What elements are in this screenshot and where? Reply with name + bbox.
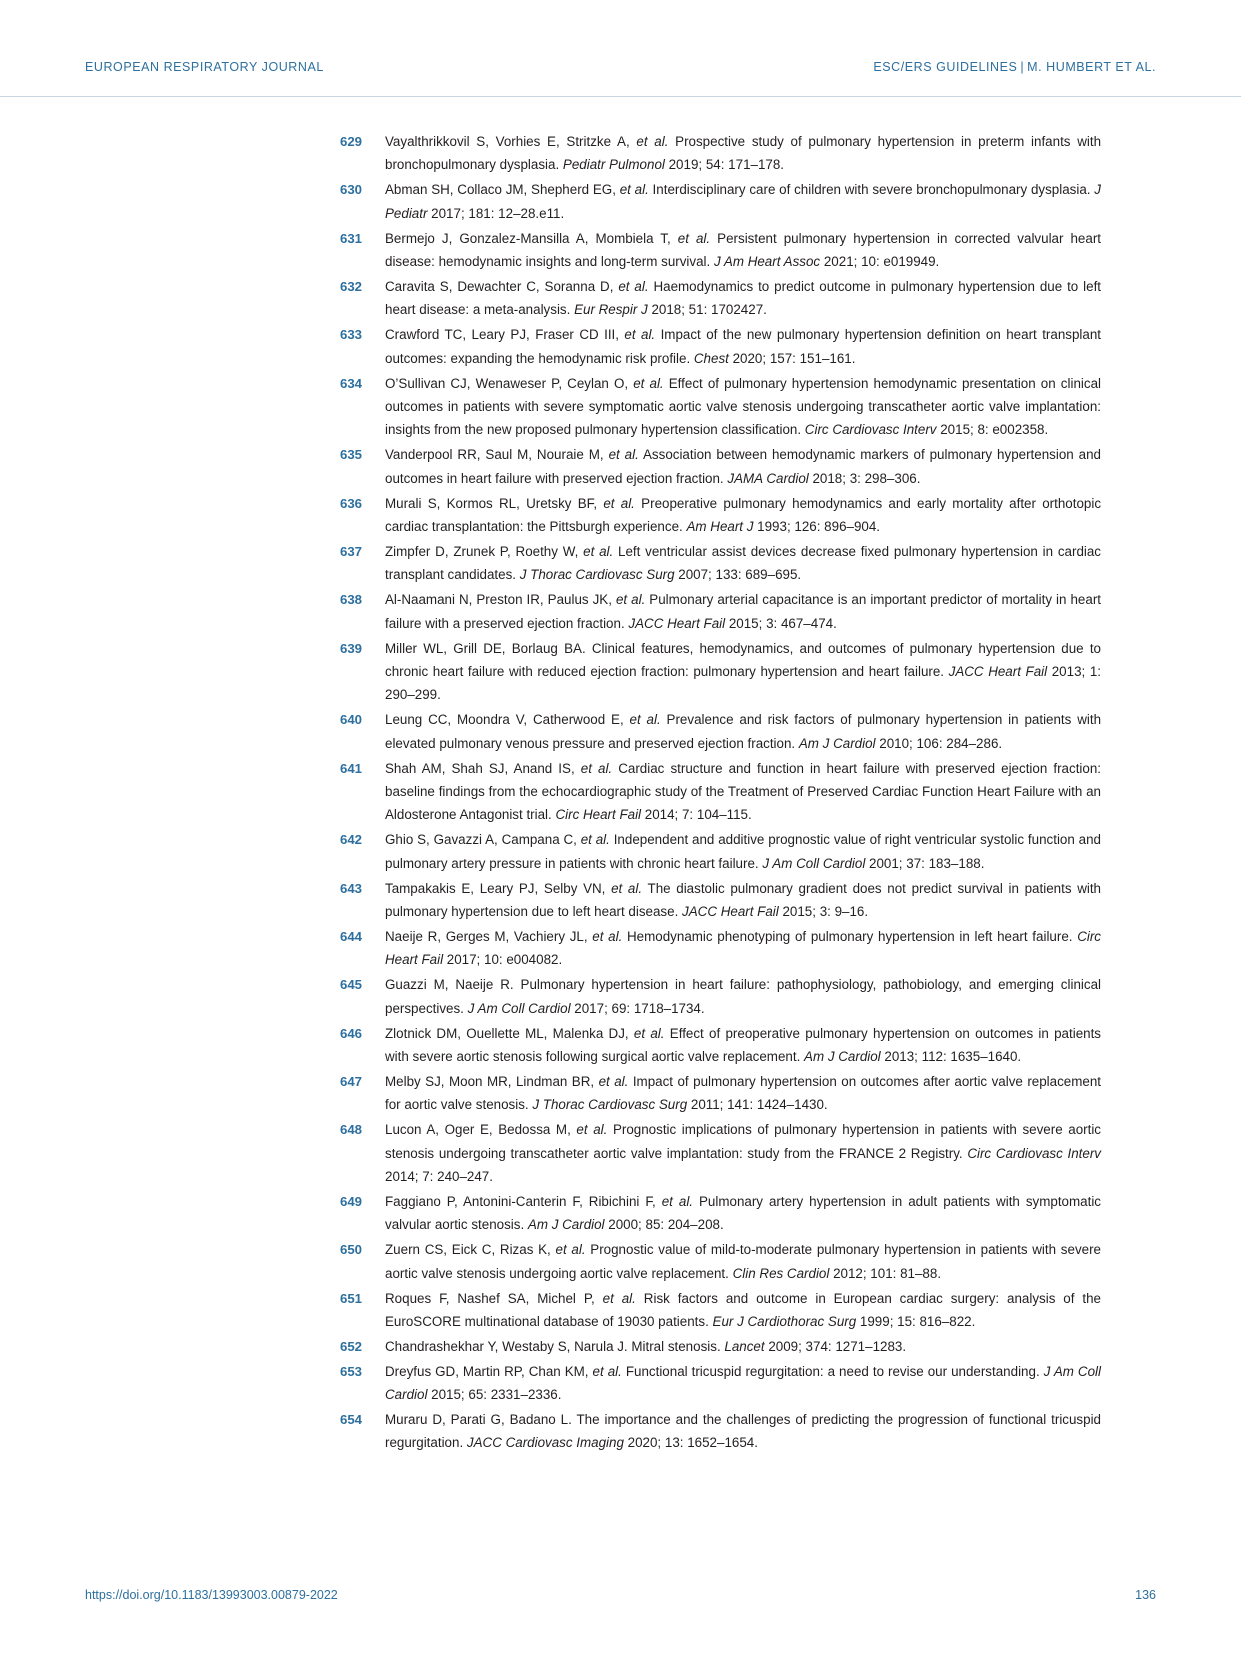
doi-link[interactable]: https://doi.org/10.1183/13993003.00879-2022 [85, 1588, 338, 1602]
reference-number: 654 [339, 1412, 362, 1428]
reference-text: Murali S, Kormos RL, Uretsky BF, et al. Preoperative pulmonary hemodynamics and early mortality after orthotopic cardiac transplantation: the Pittsburgh experience. Am Heart J 1993; 126: 896–904. [385, 495, 1102, 534]
reference-number: 636 [339, 495, 362, 511]
reference-number: 639 [339, 640, 362, 656]
reference-text: Tampakakis E, Leary PJ, Selby VN, et al. The diastolic pulmonary gradient does not predict survival in patients with pulmonary hypertension due to left heart disease. JACC Heart Fail 2015; 3: 9–16. [385, 880, 1102, 919]
reference-number: 644 [339, 928, 362, 944]
reference-item [318, 708, 1101, 755]
reference-text: Zimpfer D, Zrunek P, Roethy W, et al. Left ventricular assist devices decrease fixed pulmonary hypertension in cardiac transplant candidates. J Thorac Cardiovasc Surg 2007; 133: 689–695. [385, 543, 1102, 583]
reference-item [318, 492, 1101, 539]
reference-text: Caravita S, Dewachter C, Soranna D, et al. Haemodynamics to predict outcome in pulmonary hypertension due to left heart disease: a meta-analysis. Eur Respir J 2018; 51: 1702427. [385, 278, 1102, 318]
reference-number: 649 [339, 1193, 362, 1209]
reference-text: Crawford TC, Leary PJ, Fraser CD III, et al. Impact of the new pulmonary hypertension definition on heart transplant outcomes: expanding the hemodynamic risk profile. Chest 2020; 157: 151–161. [385, 327, 1101, 366]
reference-text: Leung CC, Moondra V, Catherwood E, et al. Prevalence and risk factors of pulmonary hypertension in patients with elevated pulmonary venous pressure and preserved ejection fraction. Am J Cardiol 2010; 106: 284–286. [385, 712, 1102, 751]
reference-text: Ghio S, Gavazzi A, Campana C, et al. Independent and additive prognostic value of right ventricular systolic function and pulmonary artery pressure in patients with chronic heart failure. J Am Coll Cardiol 2001; 37: 183–188. [385, 832, 1101, 871]
guidelines-label: ESC/ERS GUIDELINES [873, 60, 1018, 74]
header-divider [0, 96, 1241, 97]
reference-number: 638 [339, 592, 362, 608]
reference-text: Zuern CS, Eick C, Rizas K, et al. Prognostic value of mild-to-moderate pulmonary hypertension in patients with severe aortic valve stenosis undergoing aortic valve replacement. Clin Res Cardiol 2012; 101: 81–88. [385, 1242, 1101, 1281]
reference-item [318, 637, 1101, 707]
reference-text: Roques F, Nashef SA, Michel P, et al. Risk factors and outcome in European cardiac surgery: analysis of the EuroSCORE multinational database of 19030 patients. Eur J Cardiothorac Surg 1999; 15: 816–822. [385, 1290, 1102, 1329]
reference-number: 642 [339, 832, 362, 848]
reference-number: 632 [339, 278, 362, 294]
reference-text: Abman SH, Collaco JM, Shepherd EG, et al. Interdisciplinary care of children with severe bronchopulmonary dysplasia. J Pediatr 2017; 181: 12–28.e11. [385, 182, 1101, 221]
reference-number: 653 [339, 1363, 362, 1379]
reference-number: 645 [339, 977, 362, 993]
reference-number: 635 [339, 447, 362, 463]
reference-list [318, 130, 1101, 1456]
reference-number: 650 [339, 1242, 362, 1258]
authors-label: M. HUMBERT ET AL. [1027, 60, 1156, 74]
reference-number: 648 [339, 1122, 362, 1138]
reference-number: 634 [339, 375, 362, 391]
reference-number: 643 [339, 880, 362, 896]
reference-number: 651 [339, 1290, 362, 1306]
reference-number: 652 [339, 1338, 362, 1354]
reference-number: 631 [339, 230, 362, 246]
reference-text: Lucon A, Oger E, Bedossa M, et al. Prognostic implications of pulmonary hypertension in patients with severe aortic stenosis undergoing transcatheter aortic valve implantation: study from the FRANCE 2 Registry. Circ Cardiovasc Interv 2014; 7: 240–247. [385, 1122, 1102, 1184]
reference-number: 630 [339, 182, 362, 198]
reference-text: Guazzi M, Naeije R. Pulmonary hypertension in heart failure: pathophysiology, pathobiology, and emerging clinical perspectives. J Am Coll Cardiol 2017; 69: 1718–1734. [385, 977, 1101, 1016]
reference-item [318, 1070, 1101, 1117]
reference-number: 633 [339, 327, 362, 343]
reference-text: Vanderpool RR, Saul M, Nouraie M, et al. Association between hemodynamic markers of pulmonary hypertension and outcomes in heart failure with preserved ejection fraction. JAMA Cardiol 2018; 3: 298–306. [385, 447, 1101, 486]
reference-number: 641 [339, 760, 362, 776]
reference-item [318, 323, 1101, 370]
reference-item [318, 1238, 1101, 1285]
reference-number: 640 [339, 712, 362, 728]
reference-item [318, 372, 1101, 442]
journal-name: EUROPEAN RESPIRATORY JOURNAL [85, 60, 324, 74]
reference-item [318, 588, 1101, 635]
reference-item [318, 1360, 1101, 1407]
reference-text: Vayalthrikkovil S, Vorhies E, Stritzke A, et al. Prospective study of pulmonary hypertension in preterm infants with bronchopulmonary dysplasia. Pediatr Pulmonol 2019; 54: 171–178. [385, 134, 1102, 173]
article-section-label [873, 60, 1156, 74]
reference-item [318, 178, 1101, 225]
reference-item [318, 1022, 1101, 1069]
reference-text: Chandrashekhar Y, Westaby S, Narula J. Mitral stenosis. Lancet 2009; 374: 1271–1283. [385, 1338, 907, 1354]
reference-number: 646 [339, 1025, 362, 1041]
reference-item [318, 828, 1101, 875]
running-head [85, 60, 1156, 74]
reference-item [318, 540, 1101, 587]
reference-text: Faggiano P, Antonini-Canterin F, Ribichini F, et al. Pulmonary artery hypertension in adult patients with symptomatic valvular aortic stenosis. Am J Cardiol 2000; 85: 204–208. [385, 1193, 1101, 1233]
reference-text: Miller WL, Grill DE, Borlaug BA. Clinical features, hemodynamics, and outcomes of pulmonary hypertension due to chronic heart failure with reduced ejection fraction: pulmonary hypertension and heart failure. JACC Heart Fail 2013; 1: 290–299. [385, 640, 1102, 703]
reference-text: Dreyfus GD, Martin RP, Chan KM, et al. Functional tricuspid regurgitation: a need to revise our understanding. J Am Coll Cardiol 2015; 65: 2331–2336. [385, 1363, 1101, 1403]
reference-text: Naeije R, Gerges M, Vachiery JL, et al. Hemodynamic phenotyping of pulmonary hypertension in left heart failure. Circ Heart Fail 2017; 10: e004082. [385, 928, 1102, 968]
reference-text: Muraru D, Parati G, Badano L. The importance and the challenges of predicting the progression of functional tricuspid regurgitation. JACC Cardiovasc Imaging 2020; 13: 1652–1654. [385, 1412, 1101, 1451]
reference-number: 629 [339, 134, 362, 149]
reference-item [318, 275, 1101, 322]
reference-item [318, 757, 1101, 827]
page-footer [85, 1588, 1156, 1602]
header-separator: | [1020, 60, 1025, 74]
reference-item [318, 1287, 1101, 1334]
reference-number: 647 [339, 1073, 362, 1089]
reference-item [318, 1118, 1101, 1188]
reference-item [318, 1408, 1101, 1455]
reference-text: Shah AM, Shah SJ, Anand IS, et al. Cardiac structure and function in heart failure with preserved ejection fraction: baseline findings from the echocardiographic study of the Treatment of Preserved Cardiac Function Heart Failure with an Aldosterone Antagonist trial. Circ Heart Fail 2014; 7: 104–115. [385, 760, 1102, 823]
reference-item [318, 973, 1101, 1020]
reference-item [318, 877, 1101, 924]
reference-item [318, 227, 1101, 274]
page-number: 136 [1135, 1588, 1156, 1602]
reference-text: Zlotnick DM, Ouellette ML, Malenka DJ, et al. Effect of preoperative pulmonary hypertension on outcomes in patients with severe aortic stenosis following surgical aortic valve replacement. Am J Cardiol 2013; 112: 1635–1640. [385, 1025, 1102, 1064]
reference-item [318, 925, 1101, 972]
reference-item [318, 1190, 1101, 1237]
reference-number: 637 [339, 543, 362, 559]
reference-item [318, 443, 1101, 490]
reference-item [318, 1335, 1101, 1358]
reference-text: O’Sullivan CJ, Wenaweser P, Ceylan O, et al. Effect of pulmonary hypertension hemodynamic presentation on clinical outcomes in patients with severe symptomatic aortic valve stenosis undergoing transcatheter aortic valve implantation: insights from the new proposed pulmonary hypertension classification. Circ Cardiovasc Interv 2015; 8: e002358. [385, 375, 1101, 438]
reference-text: Melby SJ, Moon MR, Lindman BR, et al. Impact of pulmonary hypertension on outcomes after aortic valve replacement for aortic valve stenosis. J Thorac Cardiovasc Surg 2011; 141: 1424–1430. [385, 1073, 1102, 1113]
reference-text: Al-Naamani N, Preston IR, Paulus JK, et al. Pulmonary arterial capacitance is an important predictor of mortality in heart failure with a preserved ejection fraction. JACC Heart Fail 2015; 3: 467–474. [385, 592, 1102, 631]
reference-text: Bermejo J, Gonzalez-Mansilla A, Mombiela T, et al. Persistent pulmonary hypertension in corrected valvular heart disease: hemodynamic insights and long-term survival. J Am Heart Assoc 2021; 10: e019949. [385, 230, 1102, 270]
reference-item [318, 130, 1101, 177]
